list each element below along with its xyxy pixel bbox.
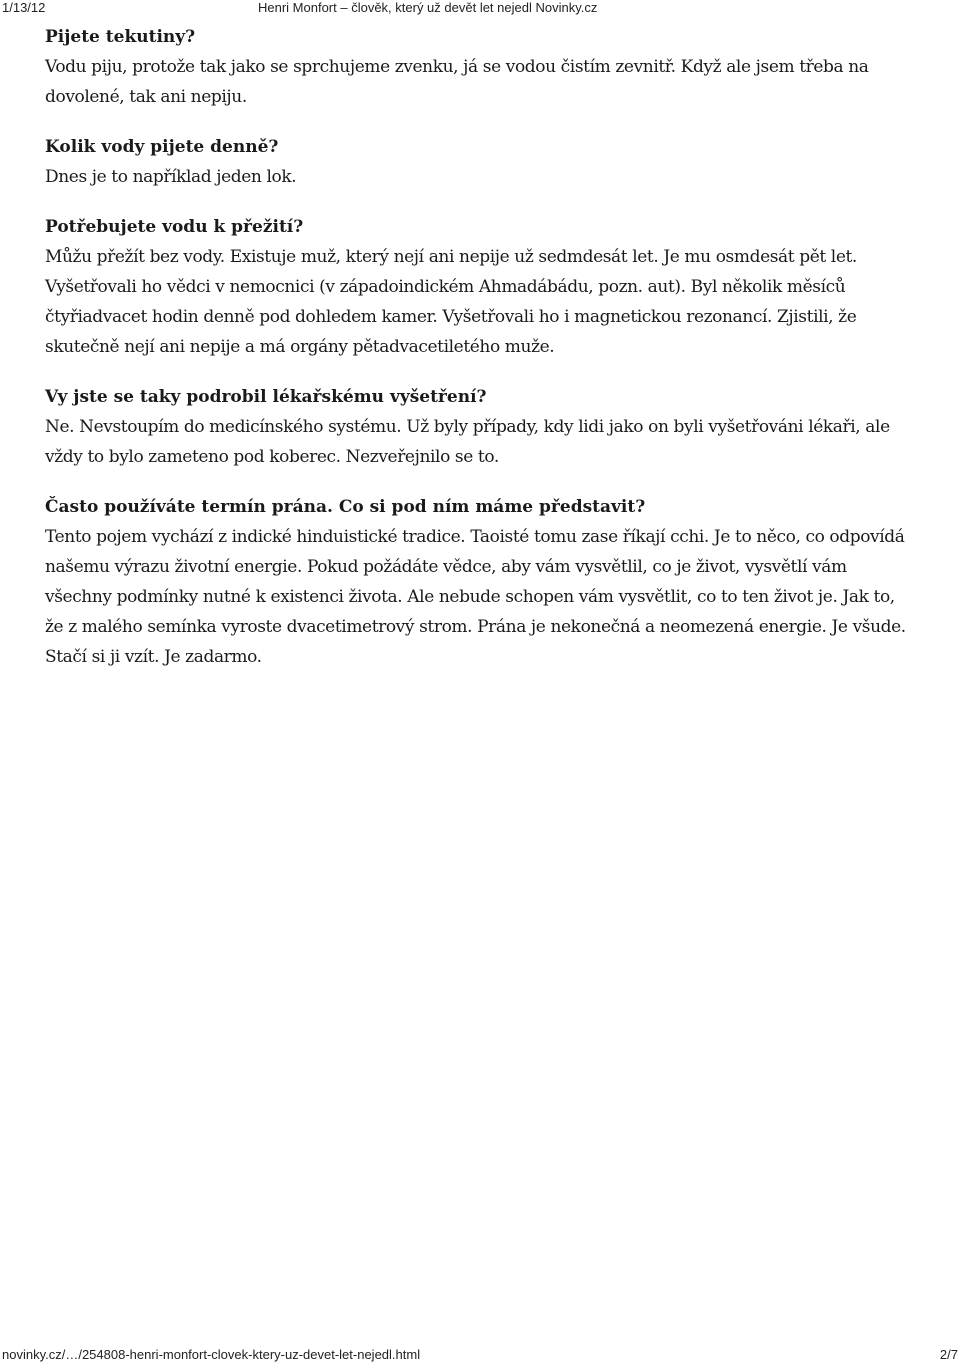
interview-qa [45,382,915,472]
interview-question: Pijete tekutiny? [45,27,196,47]
interview-qa [45,492,915,672]
interview-question: Vy jste se taky podrobil lékařskému vyšetření? [45,387,487,407]
interview-question: Kolik vody pijete denně? [45,137,279,157]
print-date: 1/13/12 [2,0,46,15]
interview-answer: Dnes je to například jeden lok. [45,167,297,187]
interview-qa [45,212,915,362]
print-page-title: Henri Monfort – člověk, který už devět let nejedl Novinky.cz [258,0,598,15]
interview-answer: Tento pojem vychází z indické hinduistické tradice. Taoisté tomu zase říkají cchi. Je to něco, co odpovídá našemu výrazu životní energie. Pokud požádáte vědce, aby vám vysvětlil, co je život, vysvětlí vám všechny podmínky nutné k existenci života. Ale nebude schopen vám vysvětlit, co to ten život je. Jak to, že z malého semínka vyroste dvacetimetrový strom. Prána je nekonečná a neomezená energie. Je všude. Stačí si ji vzít. Je zadarmo. [45,527,906,667]
print-url: novinky.cz/…/254808-henri-monfort-clovek-ktery-uz-devet-let-nejedl.html [2,1347,421,1362]
page-number: 2/7 [939,1347,958,1362]
interview-question: Často používáte termín prána. Co si pod ním máme představit? [45,497,646,517]
print-footer [0,1347,960,1363]
interview-qa [45,132,915,192]
article-body [45,22,915,692]
interview-question: Potřebujete vodu k přežití? [45,217,304,237]
interview-answer: Vodu piju, protože tak jako se sprchujeme zvenku, já se vodou čistím zevnitř. Když ale jsem třeba na dovolené, tak ani nepiju. [45,57,869,107]
interview-answer: Ne. Nevstoupím do medicínského systému. Už byly případy, kdy lidi jako on byli vyšetřováni lékaři, ale vždy to bylo zameteno pod koberec. Nezveřejnilo se to. [45,417,890,467]
print-header [0,0,960,16]
interview-qa [45,22,915,112]
interview-answer: Můžu přežít bez vody. Existuje muž, který nejí ani nepije už sedmdesát let. Je mu osmdesát pět let. Vyšetřovali ho vědci v nemocnici (v západoindickém Ahmadábádu, pozn. aut). Byl několik měsíců čtyřiadvacet hodin denně pod dohledem kamer. Vyšetřovali ho i magnetickou rezonancí. Zjistili, že skutečně nejí ani nepije a má orgány pětadvacetiletého muže. [45,247,857,357]
